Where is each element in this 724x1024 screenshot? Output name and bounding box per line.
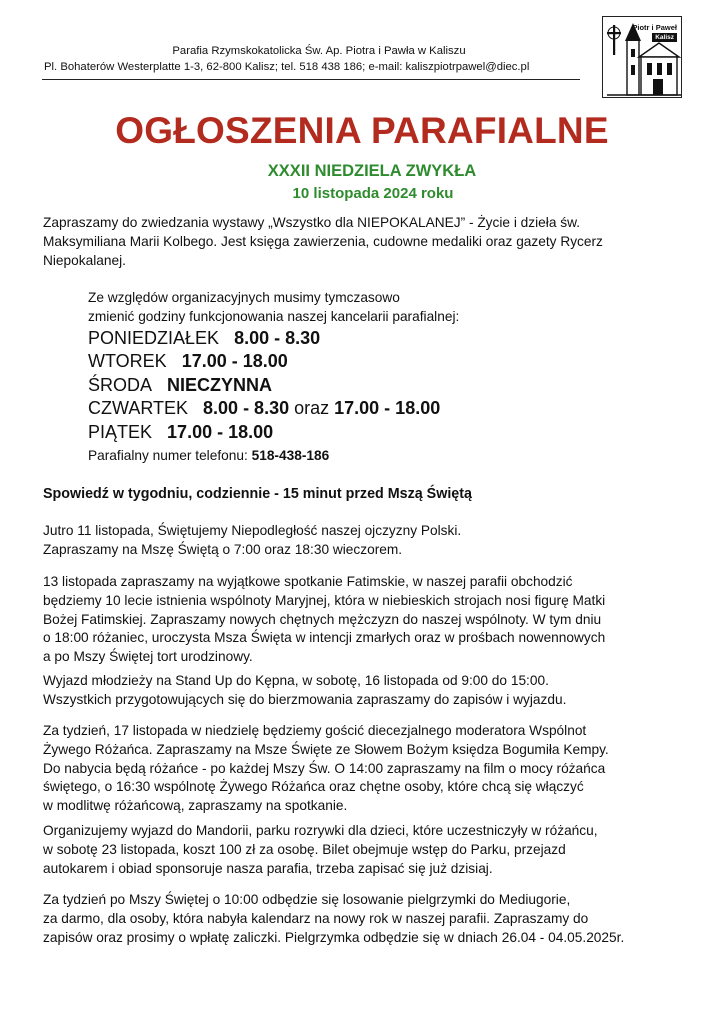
parish-address: Pl. Bohaterów Westerplatte 1-3, 62-800 Kalisz; tel. 518 438 186; e-mail: kaliszpiotrpawel@diec.pl (44, 61, 530, 73)
text-line: za darmo, dla osoby, która nabyła kalendarz na nowy rok w naszej parafii. Zapraszamy do (43, 910, 589, 926)
logo-title: Piotr i Paweł (632, 23, 677, 32)
sunday-name: XXXII NIEDZIELA ZWYKŁA (267, 162, 477, 180)
office-phone (88, 445, 459, 467)
phone-label: Parafialny numer telefonu: (88, 448, 248, 464)
hours-value-2: 17.00 - 18.00 (334, 398, 441, 419)
text-line: Jutro 11 listopada, Świętujemy Niepodległość naszej ojczyzny Polski. (43, 523, 462, 538)
text-line: w modlitwę różańcową, zapraszamy na spotkanie. (43, 798, 348, 814)
text-line: Za tydzień, 17 listopada w niedzielę będziemy gościć diecezjalnego moderatora Wspólnot (43, 723, 587, 738)
confession-notice: Spowiedź w tygodniu, codziennie - 15 minut przed Mszą Świętą (43, 486, 472, 502)
text-line: Zapraszamy na Mszę Świętą o 7:00 oraz 18:30 wieczorem. (43, 541, 403, 557)
hours-value: NIECZYNNA (167, 374, 273, 395)
text-line: Maksymiliana Marii Kolbego. Jest księga zawierzenia, cudowne medaliki oraz gazety Rycerz (43, 233, 603, 249)
announcement-standup (43, 672, 566, 710)
text-line: 13 listopada zapraszamy na wyjątkowe spotkanie Fatimskie, w naszej parafii obchodzić (43, 574, 573, 589)
text-line: a po Mszy Świętej tort urodzinowy. (43, 649, 253, 665)
parish-name: Parafia Rzymskokatolicka Św. Ap. Piotra i Pawła w Kaliszu (172, 45, 466, 57)
announcement-fatima (43, 573, 605, 667)
announcement-independence (43, 522, 461, 560)
text-line: Wyjazd młodzieży na Stand Up do Kępna, w sobotę, 16 listopada od 9:00 do 15:00. (43, 673, 549, 688)
text-line: Niepokalanej. (43, 252, 126, 268)
hours-value: 8.00 - 8.30 (203, 398, 290, 419)
text-line: Organizujemy wyjazd do Mandorii, parku rozrywki dla dzieci, które uczestniczyły w różańcu, (43, 823, 598, 838)
header-divider (42, 79, 580, 80)
parish-logo (602, 16, 682, 98)
hours-value: 17.00 - 18.00 (167, 421, 274, 442)
office-hours-friday (88, 421, 459, 445)
text-line: autokarem i obiad sponsoruje nasza parafia, trzeba zapisać się już dzisiaj. (43, 860, 493, 876)
announcement-mandoria (43, 822, 598, 878)
phone-number: 518-438-186 (251, 448, 330, 464)
text-line: Do nabycia będą różańce - po każdej Mszy Św. O 14:00 zapraszamy na film o mocy różańca (43, 760, 606, 776)
hours-value: 17.00 - 18.00 (181, 351, 288, 372)
text-line: będziemy 10 lecie istnienia wspólnoty Maryjnej, która w niebieskich strojach nosi figurę Matki (43, 592, 606, 608)
office-hours-tuesday (88, 350, 459, 374)
text-line: Wszystkich przygotowujących się do bierzmowania zapraszamy do zapisów i wyjazdu. (43, 691, 567, 707)
office-intro-line: zmienić godziny funkcjonowania naszej kancelarii parafialnej: (88, 308, 460, 324)
announcement-rosary (43, 722, 609, 816)
office-hours-block (88, 289, 459, 467)
parish-header (40, 43, 580, 75)
text-line: Bożej Fatimskiej. Zapraszamy nowych chętnych mężczyzn do naszej wspólnoty. W tym dniu (43, 611, 602, 627)
office-intro-line: Ze względów organizacyjnych musimy tymczasowo (88, 290, 400, 305)
page-title: OGŁOSZENIA PARAFIALNE (115, 110, 609, 151)
text-line: Za tydzień po Mszy Świętej o 10:00 odbędzie się losowanie pielgrzymki do Mediugorie, (43, 892, 571, 907)
day-label: ŚRODA (88, 374, 153, 395)
office-hours-monday (88, 327, 459, 351)
exhibition-paragraph (43, 214, 603, 270)
text-line: zapisów oraz prosimy o wpłatę zaliczki. Pielgrzymka odbędzie się w dniach 26.04 - 04.05.2025r. (43, 929, 625, 945)
day-label: PONIEDZIAŁEK (88, 327, 220, 348)
hours-value: 8.00 - 8.30 (234, 327, 321, 348)
day-label: CZWARTEK (88, 398, 189, 419)
text-line: Żywego Różańca. Zapraszamy na Msze Święte ze Słowem Bożym księdza Bogumiła Kempy. (43, 741, 609, 757)
office-hours-thursday (88, 397, 459, 421)
office-hours-wednesday (88, 374, 459, 398)
announcement-pilgrimage (43, 891, 624, 947)
day-label: WTOREK (88, 351, 167, 372)
day-label: PIĄTEK (88, 421, 153, 442)
text-line: Zapraszamy do zwiedzania wystawy „Wszystko dla NIEPOKALANEJ” - Życie i dzieła św. (43, 215, 581, 230)
hours-joiner: oraz (294, 398, 330, 419)
logo-subtitle: Kalisz (652, 33, 677, 42)
announcement-date: 10 listopada 2024 roku (292, 185, 454, 202)
text-line: w sobotę 23 listopada, koszt 100 zł za osobę. Bilet obejmuje wstęp do Parku, przejazd (43, 841, 566, 857)
text-line: świętego, o 16:30 wspólnotę Żywego Różańca oraz chętne osoby, które chcą się włączyć (43, 779, 584, 795)
text-line: o 18:00 różaniec, uroczysta Msza Święta w intencji zmarłych oraz w prośbach nowennowych (43, 630, 606, 646)
